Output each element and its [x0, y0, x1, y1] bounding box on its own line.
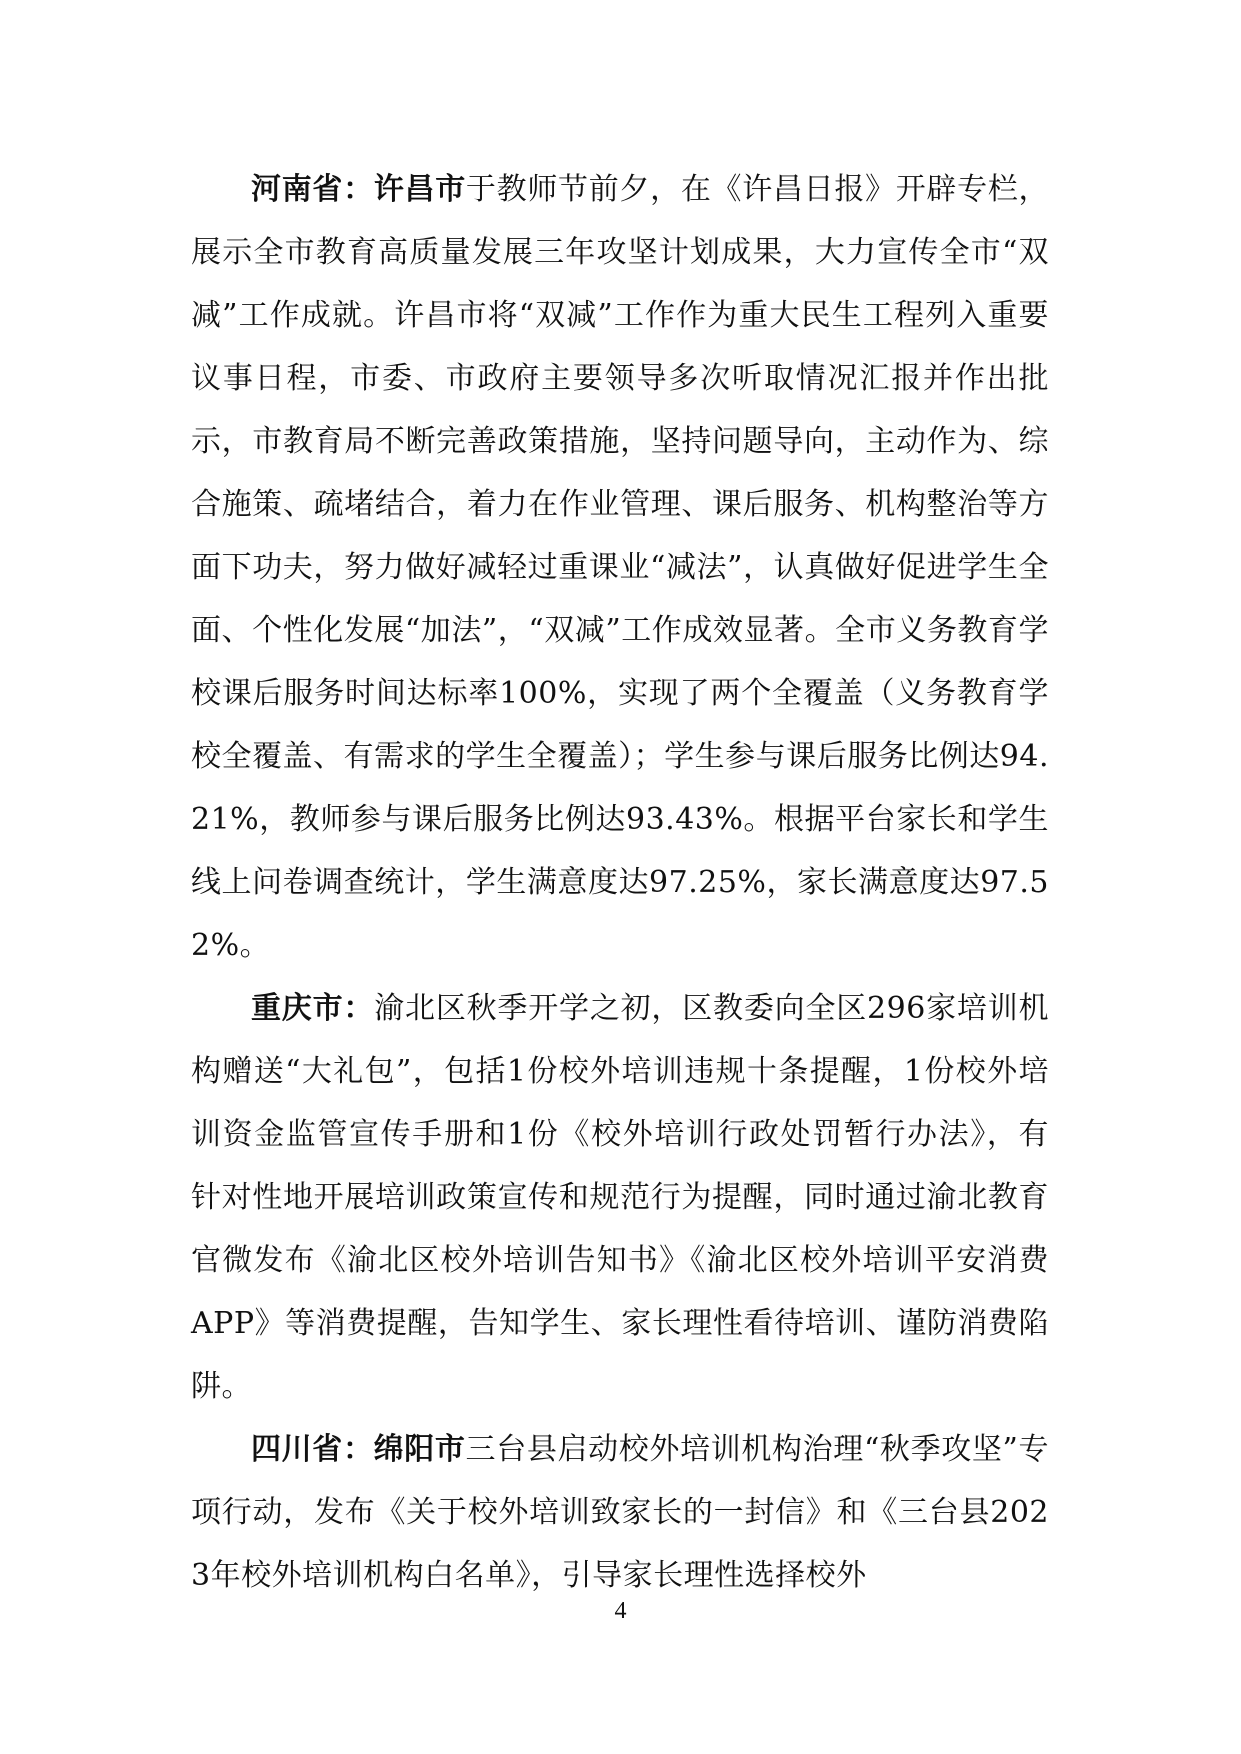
lead-province: 四川省： — [251, 1432, 374, 1467]
paragraph-text: 于教师节前夕，在《许昌日报》开辟专栏，展示全市教育高质量发展三年攻坚计划成果，大力宣传全市“双减”工作成就。许昌市将“双减”工作作为重大民生工程列入重要议事日程，市委、市政府主要领导多次听取情况汇报并作出批示，市教育局不断完善政策措施，坚持问题导向，主动作为、综合施策、疏堵结合，着力在作业管理、课后服务、机构整治等方面下功夫，努力做好减轻过重课业“减法”，认真做好促进学生全面、个性化发展“加法”，“双减”工作成效显著。全市义务教育学校课后服务时间达标率100%，实现了两个全覆盖（义务教育学校全覆盖、有需求的学生全覆盖）；学生参与课后服务比例达94.21%，教师参与课后服务比例达93.43%。根据平台家长和学生线上问卷调查统计，学生满意度达97.25%，家长满意度达97.52%。 — [191, 172, 1050, 963]
lead-province: 重庆市： — [251, 991, 375, 1026]
lead-city: 绵阳市 — [373, 1432, 466, 1467]
lead-province: 河南省： — [251, 172, 374, 207]
paragraph-sichuan — [191, 1418, 1049, 1607]
paragraph-text: 渝北区秋季开学之初，区教委向全区296家培训机构赠送“大礼包”，包括1份校外培训违规十条提醒，1份校外培训资金监管宣传手册和1份《校外培训行政处罚暂行办法》，有针对性地开展培训政策宣传和规范行为提醒，同时通过渝北教育官微发布《渝北区校外培训告知书》《渝北区校外培训平安消费APP》等消费提醒，告知学生、家长理性看待培训、谨防消费陷阱。 — [191, 991, 1050, 1404]
lead-city: 许昌市 — [373, 172, 466, 207]
page-number: 4 — [614, 1598, 627, 1624]
paragraph-chongqing — [191, 977, 1049, 1418]
paragraph-henan — [191, 158, 1049, 977]
document-body — [191, 158, 1049, 1607]
paragraph-text: 三台县启动校外培训机构治理“秋季攻坚”专项行动，发布《关于校外培训致家长的一封信》和《三台县2023年校外培训机构白名单》，引导家长理性选择校外 — [191, 1432, 1050, 1593]
